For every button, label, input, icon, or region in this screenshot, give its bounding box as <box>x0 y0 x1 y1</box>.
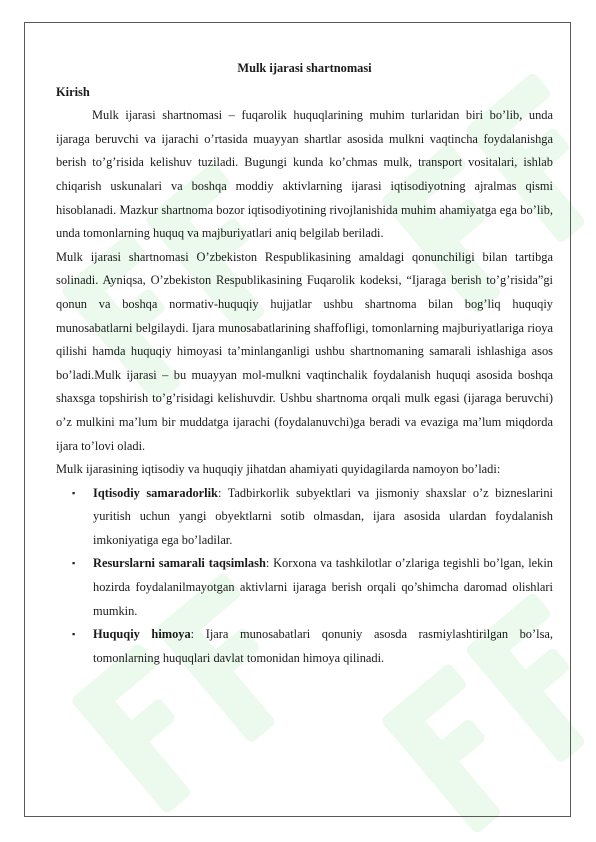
paragraph-legal: Mulk ijarasi shartnomasi O’zbekiston Respublikasining amaldagi qonunchiligi bilan tartibga solinadi. Ayniqsa, O’zbekiston Respublikasining Fuqarolik kodeksi, “Ijaraga berish to’g’risida”gi qonun va boshqa normativ-huquqiy hujjatlar ushbu shartnoma bilan bog’liq huquqiy munosabatlarni belgilaydi. Ijara munosabatlarining shaffofligi, tomonlarning majburiyatlariga rioya qilishi hamda huquqiy himoyasi ta’minlanganligi ushbu shartnomaning samarali ishlashiga asos bo’ladi.Mulk ijarasi – bu muayyan mol-mulkni vaqtinchalik foydalanish huquqi asosida boshqa shaxsga topshirish to’g’risidagi kelishuvdir. Ushbu shartnoma orqali mulk egasi (ijaraga beruvchi) o’z mulkini ma’lum bir muddatga ijarachi (foydalanuvchi)ga beradi va evaziga ma’lum miqdorda ijara to’lovi oladi. <box>56 249 553 453</box>
list-item-term: Huquqiy himoya <box>93 627 191 642</box>
paragraph-significance: Mulk ijarasining iqtisodiy va huquqiy jihatdan ahamiyati quyidagilarda namoyon bo’ladi: <box>56 462 501 477</box>
list-item-term: Iqtisodiy samaradorlik <box>93 485 218 500</box>
list-item-text: : Ijara munosabatlari qonuniy asosda rasmiylashtirilgan bo’lsa, tomonlarning huquqlari davlat tomonidan himoya qilinadi. <box>93 627 553 665</box>
list-item <box>56 552 553 623</box>
document-title: Mulk ijarasi shartnomasi <box>237 61 372 75</box>
bullet-icon: ▪ <box>72 558 76 569</box>
paragraph-intro: Mulk ijarasi shartnomasi – fuqarolik huquqlarining muhim turlaridan biri bo’lib, unda ijaraga beruvchi va ijarachi o’rtasida muayyan shartlar asosida mulkni vaqtincha foydalanishga berish to’g’risida kelishuv tuziladi. Bugungi kunda ko’chmas mulk, transport vositalari, ishlab chiqarish uskunalari va boshqa moddiy aktivlarning ijarasi iqtisodiyotning ajralmas qismi hisoblanadi. Mazkur shartnoma bozor iqtisodiyotining rivojlanishida muhim ahamiyatga ega bo’lib, unda tomonlarning huquq va majburiyatlari aniq belgilab beriladi. <box>56 108 553 241</box>
list-item <box>56 482 553 553</box>
section-heading: Kirish <box>56 84 90 99</box>
list-item-text: : Tadbirkorlik subyektlari va jismoniy shaxslar o’z bizneslarini yuritish uchun yangi obyektlarni sotib olmasdan, ijara asosida ulardan foydalanish imkoniyatiga ega bo’ladilar. <box>93 485 553 547</box>
bullet-icon: ▪ <box>72 629 76 640</box>
bullet-icon: ▪ <box>72 487 76 498</box>
document-body <box>56 57 553 670</box>
list-item-term: Resurslarni samarali taqsimlash <box>93 556 266 571</box>
significance-list <box>56 482 553 671</box>
list-item <box>56 623 553 670</box>
list-item-text: : Korxona va tashkilotlar o’zlariga tegishli bo’lgan, lekin hozirda foydalanilmayotgan aktivlarni ijaraga berish orqali qo’shimcha daromad olishlari mumkin. <box>93 556 553 618</box>
